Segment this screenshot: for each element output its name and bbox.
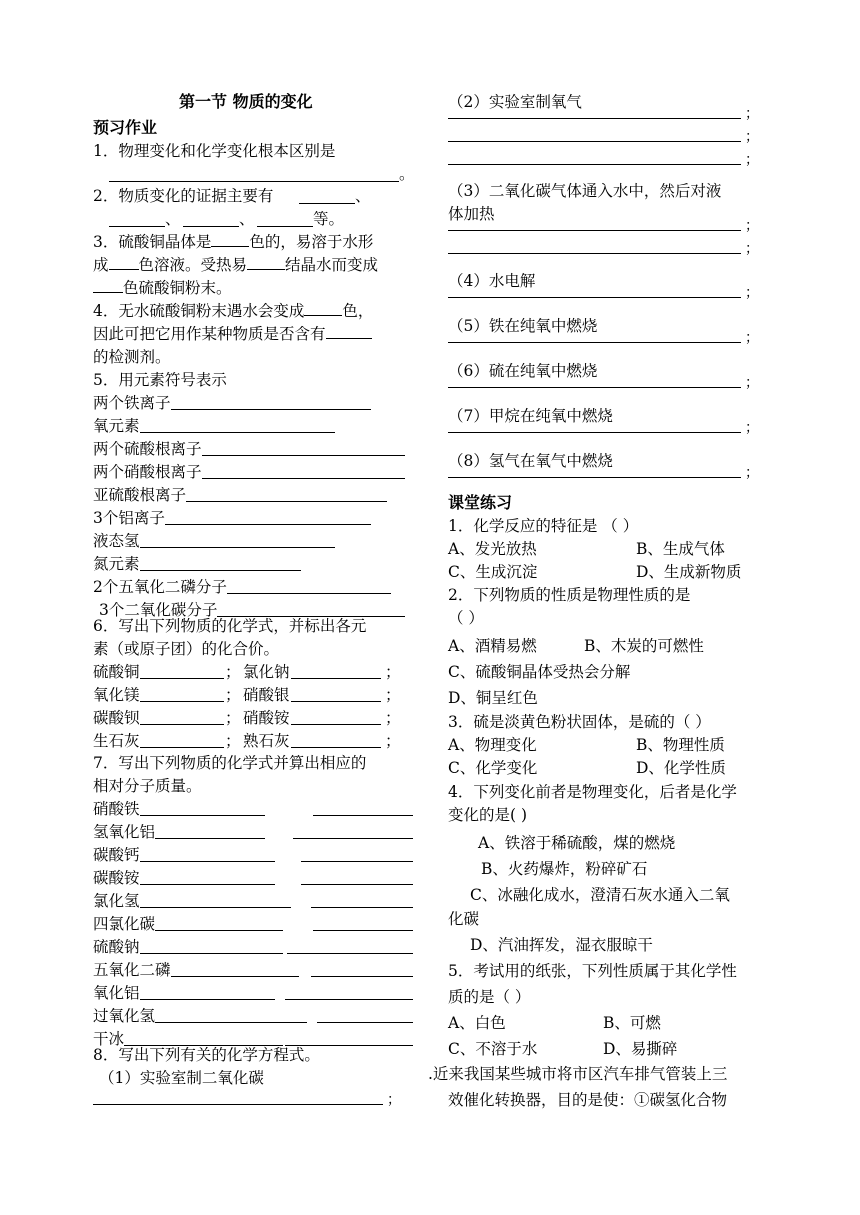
q3-c: 成: [93, 256, 109, 274]
equation-blank[interactable]: [448, 141, 741, 142]
page-title: 第一节 物质的变化: [179, 92, 313, 111]
p3-opt-b[interactable]: B、物理性质: [636, 736, 725, 754]
q5-item-label: 氮元素: [93, 555, 140, 573]
q7-formula-blank[interactable]: [140, 953, 283, 954]
q7-mass-blank[interactable]: [313, 815, 413, 816]
p1-opt-b[interactable]: B、生成气体: [636, 540, 725, 558]
equation-semicolon: ；: [745, 241, 759, 257]
q5-item-blank[interactable]: [227, 593, 391, 594]
p4-opt-d[interactable]: D、汽油挥发，湿衣服晾干: [470, 936, 653, 954]
equation-label: （3）二氧化碳气体通入水中，然后对液: [448, 182, 722, 200]
q6-sep: ；: [225, 663, 241, 681]
q3-e: 结晶水而变成: [285, 256, 379, 274]
p4-opt-b[interactable]: B、火药爆炸，粉碎矿石: [481, 860, 648, 878]
q1-text: 1．物理变化和化学变化根本区别是: [93, 142, 336, 160]
q2-end: 等。: [313, 210, 345, 228]
q7-mass-blank[interactable]: [301, 861, 413, 862]
equation-blank[interactable]: [448, 230, 741, 231]
equation-label: （7）甲烷在纯氧中燃烧: [448, 407, 613, 425]
q7-mass-blank[interactable]: [317, 1022, 413, 1023]
q6-blank-b[interactable]: [291, 724, 381, 725]
practice-heading: 课堂练习: [448, 493, 513, 512]
q5-item-blank[interactable]: [140, 570, 301, 571]
p2-opt-b[interactable]: B、木炭的可燃性: [584, 637, 704, 655]
q6-blank-b[interactable]: [291, 701, 381, 702]
q6-label-a: 生石灰: [93, 732, 140, 750]
q6-sep: ；: [385, 709, 401, 727]
q8-text: 8．写出下列有关的化学方程式。: [93, 1046, 320, 1064]
q7-formula-blank[interactable]: [171, 976, 299, 977]
q6-label-a: 氧化镁: [93, 686, 140, 704]
q6-blank-a[interactable]: [140, 724, 224, 725]
p4-opt-a[interactable]: A、铁溶于稀硫酸，煤的燃烧: [478, 834, 676, 852]
q6-blank-b[interactable]: [291, 678, 381, 679]
p1-text: 1．化学反应的特征是 （ ）: [448, 517, 639, 535]
q2-blank-3[interactable]: [183, 226, 239, 227]
q5-item-label: 两个铁离子: [93, 394, 171, 412]
q4-blank-2[interactable]: [326, 324, 372, 339]
q5-text: 5．用元素符号表示: [93, 371, 227, 389]
q7-mass-blank[interactable]: [301, 884, 413, 885]
q3-blank-1[interactable]: [211, 232, 249, 247]
q2-sep: 、: [239, 210, 255, 228]
q7-item-label: 氧化铝: [93, 984, 140, 1002]
q6-sep: ；: [225, 686, 241, 704]
p3-opt-a[interactable]: A、物理变化: [448, 736, 537, 754]
q7-mass-blank[interactable]: [285, 999, 413, 1000]
equation-semicolon: ；: [745, 375, 759, 391]
q7-item-label: 硝酸铁: [93, 800, 140, 818]
q7-line1: 7．写出下列物质的化学式并算出相应的: [93, 754, 367, 772]
equation-blank[interactable]: [448, 342, 741, 343]
q2-sep: 、: [355, 187, 371, 205]
q7-formula-blank[interactable]: [155, 930, 283, 931]
q7-item-label: 干冰: [93, 1030, 125, 1048]
equation-semicolon: ；: [745, 218, 759, 234]
p3-opt-c[interactable]: C、化学变化: [448, 759, 538, 777]
q3-line3: [93, 277, 232, 299]
p6-line2: 效催化转换器，目的是使：①碳氢化合物: [448, 1091, 728, 1109]
equation-blank[interactable]: [448, 477, 741, 478]
p2-line1: 2．下列物质的性质是物理性质的是: [448, 586, 691, 604]
q3-line2: [93, 254, 378, 276]
q2-blank-1[interactable]: [299, 203, 355, 204]
q2-sep: 、: [165, 210, 181, 228]
q7-item-label: 氢氧化铝: [93, 823, 156, 841]
q7-formula-blank[interactable]: [140, 999, 275, 1000]
equation-label: （4）水电解: [448, 272, 536, 290]
q4-line2: [93, 323, 372, 345]
equation-semicolon: ；: [745, 330, 759, 346]
q6-blank-a[interactable]: [140, 747, 224, 748]
q2-blank-4[interactable]: [257, 226, 313, 227]
q4-c: 因此可把它用作某种物质是否含有: [93, 325, 326, 343]
q5-item-blank[interactable]: [171, 409, 371, 410]
p4-opt-c-cont: 化碳: [448, 910, 480, 928]
q3-blank-4[interactable]: [93, 278, 123, 293]
q8-1-semi: ；: [387, 1092, 401, 1108]
q4-line1: [93, 300, 373, 322]
p3-opt-d[interactable]: D、化学性质: [636, 759, 726, 777]
equation-semicolon: ；: [745, 152, 759, 168]
p5-opt-c[interactable]: C、不溶于水: [448, 1040, 538, 1058]
q5-item-label: 氧元素: [93, 417, 140, 435]
p5-line1: 5．考试用的纸张，下列性质属于其化学性: [448, 962, 737, 980]
q6-blank-a[interactable]: [140, 678, 224, 679]
q5-item-blank[interactable]: [202, 478, 405, 479]
p5-opt-d[interactable]: D、易撕碎: [603, 1040, 678, 1058]
q6-sep: ；: [385, 663, 401, 681]
q5-item-label: 亚硫酸根离子: [93, 486, 187, 504]
q8-1-blank[interactable]: [93, 1104, 383, 1105]
equation-semicolon: ；: [745, 285, 759, 301]
q5-item-blank[interactable]: [140, 432, 335, 433]
q5-item-blank[interactable]: [186, 501, 387, 502]
q5-item-label: 2个五氧化二磷分子: [93, 578, 227, 596]
equation-blank[interactable]: [448, 253, 741, 254]
q5-item-label: 3个铝离子: [93, 509, 165, 527]
q6-sep: ；: [385, 686, 401, 704]
q3-a: 3．硫酸铜晶体是: [93, 233, 212, 251]
q7-mass-blank[interactable]: [311, 907, 413, 908]
q6-label-a: 碳酸钡: [93, 709, 140, 727]
equation-label: （8）氢气在氧气中燃烧: [448, 452, 613, 470]
q5-item-blank[interactable]: [165, 524, 371, 525]
q6-label-b: 熟石灰: [243, 732, 290, 750]
q7-formula-blank[interactable]: [140, 861, 275, 862]
q7-mass-blank[interactable]: [311, 976, 413, 977]
q7-item-label: 五氧化二磷: [93, 961, 171, 979]
equation-label: （2）实验室制氧气: [448, 93, 582, 111]
q6-sep: ；: [225, 709, 241, 727]
q7-item-label: 氯化氢: [93, 892, 140, 910]
equation-blank[interactable]: [448, 387, 741, 388]
equation-label: （5）铁在纯氧中燃烧: [448, 317, 598, 335]
q6-label-a: 硫酸铜: [93, 663, 140, 681]
equation-semicolon: ；: [745, 465, 759, 481]
q3-f: 色硫酸铜粉末。: [123, 279, 232, 297]
q3-b: 色的，易溶于水形: [249, 233, 374, 251]
p6-line1: .近来我国某些城市将市区汽车排气管装上三: [428, 1065, 728, 1083]
p2-opt-d[interactable]: D、铜呈红色: [448, 689, 538, 707]
p4-opt-c[interactable]: C、冰融化成水，澄清石灰水通入二氧: [470, 886, 730, 904]
equation-label: （6）硫在纯氧中燃烧: [448, 362, 598, 380]
q8-1: （1）实验室制二氧化碳: [99, 1069, 264, 1087]
q5-item-blank[interactable]: [202, 455, 405, 456]
q6-sep: ；: [225, 732, 241, 750]
q6-sep: ；: [385, 732, 401, 750]
q7-item-label: 碳酸铵: [93, 869, 140, 887]
p1-opt-a[interactable]: A、发光放热: [448, 540, 537, 558]
p5-opt-a[interactable]: A、白色: [448, 1014, 506, 1032]
q5-item-label: 两个硝酸根离子: [93, 463, 202, 481]
p5-opt-b[interactable]: B、可燃: [603, 1014, 661, 1032]
q7-formula-blank[interactable]: [140, 884, 275, 885]
q7-formula-blank[interactable]: [155, 1022, 307, 1023]
q6-label-b: 氯化钠: [243, 663, 290, 681]
q7-item-label: 碳酸钙: [93, 846, 140, 864]
q7-line2: 相对分子质量。: [93, 777, 202, 795]
q6-blank-a[interactable]: [140, 701, 224, 702]
q4-blank-1[interactable]: [304, 301, 342, 316]
q1-blank[interactable]: [109, 181, 399, 182]
q7-formula-blank[interactable]: [155, 838, 265, 839]
q7-mass-blank[interactable]: [293, 838, 413, 839]
equation-blank[interactable]: [448, 432, 741, 433]
p4-line2: 变化的是( ): [448, 806, 528, 824]
p3-text: 3．硫是淡黄色粉状固体，是硫的（ ）: [448, 713, 711, 731]
q4-a: 4．无水硫酸铜粉末遇水会变成: [93, 302, 305, 320]
q5-item-label: 液态氢: [93, 532, 140, 550]
q7-item-label: 过氧化氢: [93, 1007, 156, 1025]
p5-line2: 质的是（ ）: [448, 988, 531, 1006]
equation-semicolon: ；: [745, 129, 759, 145]
equation-blank[interactable]: [448, 118, 741, 119]
q2-text: 2．物质变化的证据主要有: [93, 187, 274, 205]
equation-blank[interactable]: [448, 297, 741, 298]
q2-blank-2[interactable]: [109, 226, 165, 227]
p2-opt-c[interactable]: C、硫酸铜晶体受热会分解: [448, 663, 631, 681]
p2-line2: （ ）: [448, 609, 484, 627]
q4-line3: 的检测剂。: [93, 348, 171, 366]
q5-item-label: 两个硫酸根离子: [93, 440, 202, 458]
q3-d: 色溶液。受热易: [138, 256, 248, 274]
q4-b: 色，: [342, 302, 374, 320]
q3-blank-2[interactable]: [109, 255, 139, 270]
q5-item-blank[interactable]: [140, 547, 335, 548]
equation-semicolon: ；: [745, 106, 759, 122]
q7-mass-blank[interactable]: [313, 930, 413, 931]
q7-formula-blank[interactable]: [140, 815, 265, 816]
p2-opt-a[interactable]: A、酒精易燃: [448, 637, 537, 655]
q7-item-label: 硫酸钠: [93, 938, 140, 956]
preview-heading: 预习作业: [93, 118, 158, 137]
equation-semicolon: ；: [745, 420, 759, 436]
q3-line1: [93, 231, 373, 253]
q6-label-b: 硝酸银: [243, 686, 290, 704]
equation-blank[interactable]: [448, 164, 741, 165]
q5-item-label: 3个二氧化碳分子: [99, 601, 218, 619]
equation-label: 体加热: [448, 205, 495, 223]
q6-label-b: 硝酸铵: [243, 709, 290, 727]
p1-opt-d[interactable]: D、生成新物质: [636, 563, 742, 581]
q1-end: 。: [399, 165, 415, 183]
q6-line2: 素（或原子团）的化合价。: [93, 640, 280, 658]
q6-line1: 6．写出下列物质的化学式，并标出各元: [93, 617, 367, 635]
q7-formula-blank[interactable]: [140, 907, 291, 908]
q7-mass-blank[interactable]: [287, 953, 413, 954]
q6-blank-b[interactable]: [291, 747, 381, 748]
q7-item-label: 四氯化碳: [93, 915, 156, 933]
p4-line1: 4．下列变化前者是物理变化，后者是化学: [448, 783, 737, 801]
p1-opt-c[interactable]: C、生成沉淀: [448, 563, 538, 581]
q3-blank-3[interactable]: [247, 255, 285, 270]
